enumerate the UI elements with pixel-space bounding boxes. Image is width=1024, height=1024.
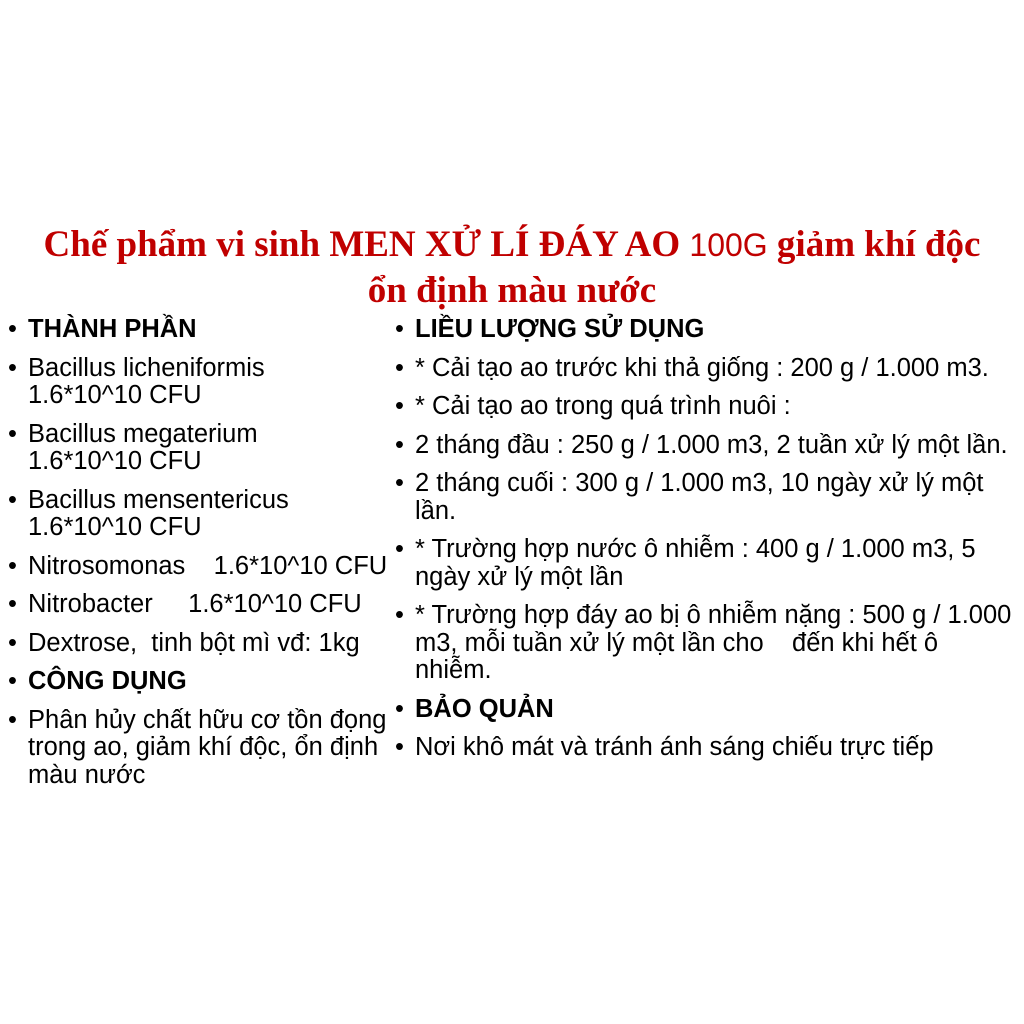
bullet-icon bbox=[395, 432, 405, 460]
list-item-text: * Cải tạo ao trong quá trình nuôi : bbox=[415, 392, 791, 420]
section-heading-ingredients bbox=[28, 316, 400, 344]
list-item-ingredient bbox=[28, 553, 400, 581]
list-item-text: m3, mỗi tuần xử lý một lần cho đến khi hết ô bbox=[415, 628, 939, 657]
list-item-text: * Trường hợp nước ô nhiễm : 400 g / 1.000 m3, 5 bbox=[415, 535, 976, 563]
list-item-ingredient bbox=[28, 355, 400, 410]
bullet-icon bbox=[395, 355, 405, 383]
list-item-text: 2 tháng cuối : 300 g / 1.000 m3, 10 ngày xử lý một bbox=[415, 469, 984, 497]
bullet-icon bbox=[8, 421, 18, 449]
list-item-ingredient bbox=[28, 487, 400, 542]
list-item-text: trong ao, giảm khí độc, ổn định bbox=[28, 733, 379, 761]
list-item-use bbox=[28, 707, 400, 790]
list-item-dosage bbox=[415, 602, 1015, 685]
list-item-ingredient bbox=[28, 591, 400, 619]
bullet-icon bbox=[395, 393, 405, 421]
bullet-icon bbox=[8, 668, 18, 696]
list-item-text: Nitrobacter 1.6*10^10 CFU bbox=[28, 590, 362, 618]
title-line-1 bbox=[0, 222, 1024, 268]
list-item-dosage bbox=[415, 355, 1015, 383]
title-tail-text: giảm khí độc bbox=[776, 224, 981, 265]
section-heading-text: THÀNH PHẦN bbox=[28, 315, 197, 343]
list-item-text: 2 tháng đầu : 250 g / 1.000 m3, 2 tuần xử lý một lần. bbox=[415, 430, 1008, 459]
list-item-dosage bbox=[415, 470, 1015, 525]
title-main-text: Chế phẩm vi sinh MEN XỬ LÍ ĐÁY AO bbox=[43, 224, 681, 265]
list-item-dosage bbox=[415, 536, 1015, 591]
bullet-icon bbox=[8, 707, 18, 735]
title-weight-text: 100G bbox=[689, 227, 768, 263]
section-heading-dosage bbox=[415, 316, 1015, 344]
list-item-text: Dextrose, tinh bột mì vđ: 1kg bbox=[28, 628, 360, 657]
list-item-dosage bbox=[415, 432, 1015, 460]
right-column bbox=[415, 316, 1015, 773]
list-item-ingredient bbox=[28, 630, 400, 658]
bullet-icon bbox=[8, 355, 18, 383]
bullet-icon bbox=[8, 316, 18, 344]
list-item-text: màu nước bbox=[28, 760, 146, 789]
bullet-icon bbox=[395, 734, 405, 762]
bullet-icon bbox=[395, 316, 405, 344]
list-item-storage bbox=[415, 734, 1015, 762]
list-item-text: * Cải tạo ao trước khi thả giống : 200 g / 1.000 m3. bbox=[415, 353, 989, 382]
list-item-text: Bacillus licheniformis bbox=[28, 353, 265, 382]
bullet-icon bbox=[395, 602, 405, 630]
list-item-text: Nitrosomonas 1.6*10^10 CFU bbox=[28, 551, 388, 580]
list-item-text: Bacillus megaterium bbox=[28, 419, 258, 448]
section-heading-text: CÔNG DỤNG bbox=[28, 667, 187, 695]
section-heading-text: BẢO QUẢN bbox=[415, 694, 554, 723]
left-column bbox=[28, 316, 400, 800]
list-item-text: 1.6*10^10 CFU bbox=[28, 513, 202, 541]
title-line-2: ổn định màu nước bbox=[367, 270, 657, 311]
bullet-icon bbox=[395, 536, 405, 564]
list-item-text: 1.6*10^10 CFU bbox=[28, 381, 202, 409]
list-item-text: Bacillus mensentericus bbox=[28, 485, 289, 514]
list-item-ingredient bbox=[28, 421, 400, 476]
bullet-icon bbox=[8, 630, 18, 658]
list-item-text: ngày xử lý một lần bbox=[415, 562, 624, 591]
bullet-icon bbox=[8, 553, 18, 581]
list-item-text: lần. bbox=[415, 496, 457, 525]
product-title bbox=[0, 222, 1024, 313]
list-item-text: nhiễm. bbox=[415, 656, 492, 684]
section-heading-text: LIỀU LƯỢNG SỬ DỤNG bbox=[415, 315, 705, 343]
bullet-icon bbox=[395, 696, 405, 724]
bullet-icon bbox=[395, 470, 405, 498]
list-item-text: 1.6*10^10 CFU bbox=[28, 447, 202, 475]
section-heading-storage bbox=[415, 696, 1015, 724]
list-item-text: Nơi khô mát và tránh ánh sáng chiếu trực tiếp bbox=[415, 733, 934, 761]
list-item-dosage bbox=[415, 393, 1015, 421]
section-heading-uses bbox=[28, 668, 400, 696]
list-item-text: * Trường hợp đáy ao bị ô nhiễm nặng : 500 g / 1.000 bbox=[415, 601, 1012, 629]
bullet-icon bbox=[8, 487, 18, 515]
list-item-text: Phân hủy chất hữu cơ tồn đọng bbox=[28, 705, 387, 734]
bullet-icon bbox=[8, 591, 18, 619]
